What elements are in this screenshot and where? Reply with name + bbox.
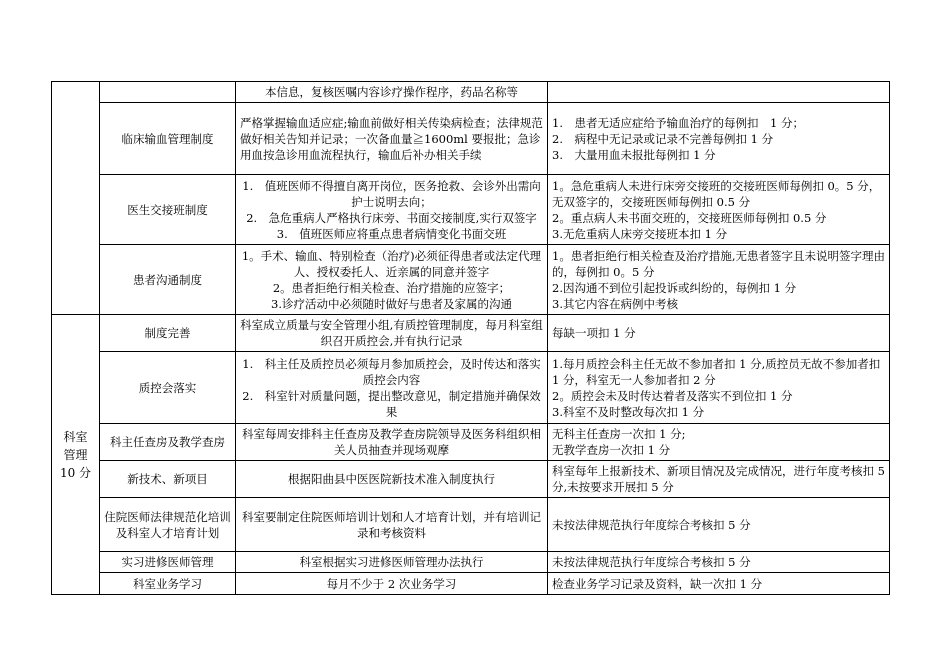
penalty-text: 1。急危重病人未进行床旁交接班的交接班医师每例扣 0。5 分，无双签字的，交接班医师每例扣 0.5 分: [552, 178, 881, 209]
requirement-cell: [236, 424, 548, 461]
item-cell: 实习进修医师管理: [100, 552, 236, 573]
requirement-text: 1。手术、输血、特别检查（治疗)必须征得患者或法定代理人、授权委托人、近亲属的同意并签字: [241, 248, 542, 279]
requirement-cell: [236, 315, 548, 352]
penalty-cell: [548, 424, 890, 461]
requirement-cell: [236, 245, 548, 315]
penalty-text: 2.因沟通不到位引起投诉或纠纷的，每例扣 1 分: [552, 280, 797, 295]
requirement-text: 每月不少于 2 次业务学习: [326, 576, 457, 591]
requirement-cell: [236, 498, 548, 552]
table-row: [52, 424, 890, 461]
penalty-text: 3.科室不及时整改每次扣 1 分: [552, 404, 705, 419]
item-cell: 临床输血管理制度: [100, 103, 236, 175]
table-row: [52, 175, 890, 245]
item-cell: 住院医师法律规范化培训及科室人才培育计划: [100, 498, 236, 552]
table-row: [52, 573, 890, 595]
item-cell: 科主任查房及教学查房: [100, 424, 236, 461]
item-cell: 医生交接班制度: [100, 175, 236, 245]
penalty-cell: [548, 175, 890, 245]
requirement-text: 2. 急危重病人严格执行床旁、书面交接制度,实行双签字: [246, 210, 537, 225]
penalty-text: 1. 患者无适应症给予输血治疗的每例扣 1 分；: [552, 115, 804, 130]
category-cell: [52, 315, 100, 595]
requirement-cell: [236, 552, 548, 573]
penalty-text: 2. 病程中无记录或记录不完善每例扣 1 分: [552, 131, 774, 146]
penalty-cell: [548, 82, 890, 103]
table-row: [52, 498, 890, 552]
penalty-text: 无教学查房一次扣 1 分: [552, 443, 671, 457]
penalty-cell: [548, 103, 890, 175]
requirement-text: 2. 科室针对质量问题，提出整改意见，制定措施并确保效果: [242, 388, 541, 419]
requirement-text: 本信息，复核医嘱内容诊疗操作程序，药品名称等: [265, 85, 518, 99]
requirement-text: 科室根据实习进修医师管理办法执行: [299, 555, 484, 569]
requirement-cell: [236, 103, 548, 175]
requirement-text: 科室每周安排科主任查房及教学查房院领导及医务科组织相关人员抽查并现场观摩: [242, 427, 541, 457]
requirement-text: 3.诊疗活动中必须随时做好与患者及家属的沟通: [271, 296, 512, 311]
penalty-cell: [548, 461, 890, 498]
requirement-text: 1. 科主任及质控员必须每月参加质控会，及时传达和落实质控会内容: [242, 356, 541, 387]
requirement-text: 3. 值班医师应将重点患者病情变化书面交班: [276, 226, 507, 241]
table-row: [52, 352, 890, 424]
category-score: 10 分: [59, 465, 92, 480]
category-label: 管理: [63, 447, 88, 462]
item-cell: 患者沟通制度: [100, 245, 236, 315]
penalty-text: 2。质控会未及时传达着者及落实不到位扣 1 分: [552, 388, 793, 403]
requirement-text: 科室成立质量与安全管理小组,有质控管理制度，每月科室组织召开质控会,并有执行记录: [240, 318, 543, 348]
penalty-text: 1。患者拒绝行相关检查及治疗措施,无患者签字且未说明签字理由的，每例扣 0。5 分: [552, 248, 885, 279]
penalty-cell: [548, 498, 890, 552]
table-row: [52, 245, 890, 315]
requirement-text: 严格掌握输血适应症;输血前做好相关传染病检查；法律规范做好相关告知并记录；一次备血量≧1600ml 要报批；急诊用血按急诊用血流程执行，输血后补办相关手续: [240, 115, 543, 162]
requirement-cell: [236, 175, 548, 245]
penalty-text: 1.每月质控会科主任无故不参加者扣 1 分,质控员无故不参加者扣 1 分，科室无一人参加者扣 2 分: [552, 356, 881, 387]
assessment-table: [51, 81, 890, 595]
penalty-cell: [548, 552, 890, 573]
item-cell: 质控会落实: [100, 352, 236, 424]
requirement-text: 1. 值班医师不得擅自离开岗位，医务抢救、会诊外出需向护士说明去向；: [242, 178, 541, 209]
item-cell: 制度完善: [100, 315, 236, 352]
penalty-text: 3.无危重病人床旁交接班本扣 1 分: [552, 226, 728, 241]
category-cell-empty: [52, 82, 100, 315]
item-cell: 新技术、新项目: [100, 461, 236, 498]
penalty-text: 科室每年上报新技术、新项目情况及完成情况，进行年度考核扣 5 分,未按要求开展扣 5 分: [552, 464, 885, 494]
requirement-cell: [236, 82, 548, 103]
table-row: [52, 315, 890, 352]
penalty-text: 2。重点病人未书面交班的，交接班医师每例扣 0.5 分: [552, 210, 827, 225]
category-label: 科室: [63, 429, 88, 444]
requirement-cell: [236, 461, 548, 498]
table-row: [52, 82, 890, 103]
table-row: [52, 461, 890, 498]
item-cell: [100, 82, 236, 103]
table-row: [52, 552, 890, 573]
penalty-cell: [548, 315, 890, 352]
penalty-text: 未按法律规范执行年度综合考核扣 5 分: [552, 517, 751, 532]
penalty-text: 3.其它内容在病例中考核: [552, 296, 678, 311]
penalty-text: 检查业务学习记录及资料，缺一次扣 1 分: [552, 576, 763, 591]
requirement-text: 2。患者拒绝行相关检查、治疗措施的应签字；: [272, 280, 511, 295]
item-cell: 科室业务学习: [100, 573, 236, 595]
penalty-text: 3. 大量用血未报批每例扣 1 分: [552, 147, 716, 162]
penalty-cell: [548, 573, 890, 595]
penalty-text: 未按法律规范执行年度综合考核扣 5 分: [552, 555, 751, 569]
penalty-text: 每缺一项扣 1 分: [552, 326, 636, 340]
requirement-text: 科室要制定住院医师培训计划和人才培育计划，并有培训记录和考核资料: [242, 509, 541, 540]
penalty-cell: [548, 352, 890, 424]
requirement-cell: [236, 352, 548, 424]
requirement-text: 根据阳曲县中医医院新技术准入制度执行: [288, 472, 495, 486]
penalty-cell: [548, 245, 890, 315]
penalty-text: 无科主任查房一次扣 1 分;: [552, 427, 686, 441]
requirement-cell: [236, 573, 548, 595]
table-row: [52, 103, 890, 175]
